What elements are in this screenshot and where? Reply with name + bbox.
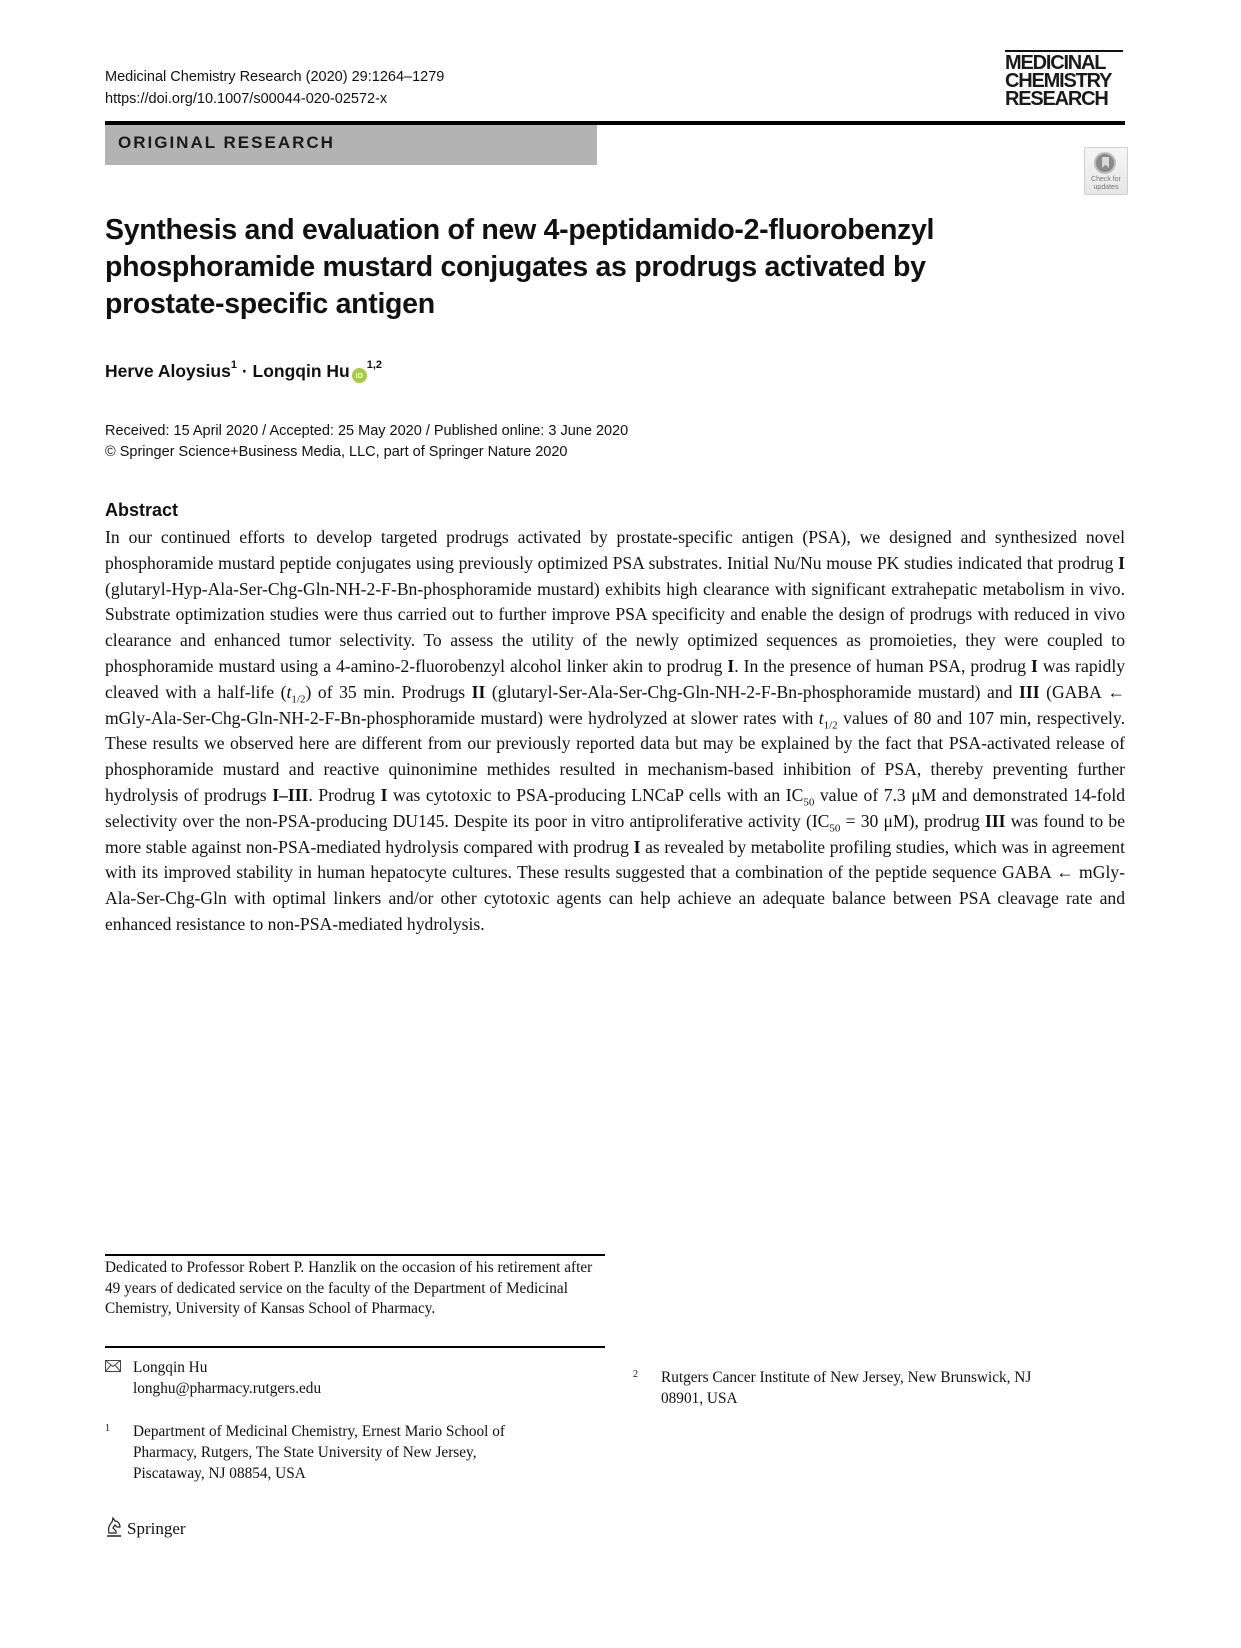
logo-word: RESEARCH [1005,88,1108,110]
footnote-rule [105,1346,605,1348]
corresponding-email[interactable]: longhu@pharmacy.rutgers.edu [133,1380,322,1397]
affiliation-line: Department of Medicinal Chemistry, Ernest Mario School of [133,1423,505,1440]
author-separator: · [241,361,248,381]
affiliation-number: 2 [633,1369,638,1380]
logo-word: MEDICINAL [1005,52,1106,74]
author-affiliation-marker: 1 [230,359,237,372]
bookmark-icon [1094,152,1116,174]
logo-word: CHEMISTRY [1005,70,1112,92]
abstract-heading: Abstract [105,500,179,520]
author-list [105,361,382,383]
author-name[interactable]: Longqin Hu [252,361,350,381]
publisher-footer [105,1516,186,1539]
author-affiliation-marker: 1,2 [366,359,383,372]
abstract-body: In our continued efforts to develop targeted prodrugs activated by prostate-specific antigen (PSA), we designed and synthesized novel phosphoramide mustard peptide conjugates using previously optimized PSA substrates. Initial Nu/Nu mouse PK studies indicated that prodrug I (glutaryl-Hyp-Ala-Ser-Chg-Gln-NH-2-F-Bn-phosphoramide mustard) exhibits high clearance with significant extrahepatic metabolism in vivo. Substrate optimization studies were thus carried out to further improve PSA specificity and enable the design of prodrugs with reduced in vivo clearance and enhanced tumor selectivity. To assess the utility of the newly optimized sequences as promoieties, they were coupled to phosphoramide mustard using a 4-amino-2-fluorobenzyl alcohol linker akin to prodrug I. In the presence of human PSA, prodrug I was rapidly cleaved with a half-life $(t_{1/2})$ of 35 min. Prodrugs II (glutaryl-Ser-Ala-Ser-Chg-Gln-NH-2-F-Bn-phosphoramide mustard) and III (GABA ← mGly-Ala-Ser-Chg-Gln-NH-2-F-Bn-phosphoramide mustard) were hydrolyzed at slower rates with $t_{1/2}$ values of 80 and 107 min, respectively. These results we observed here are different from our previously reported data but may be explained by the fact that PSA-activated release of phosphoramide mustard and reactive quinonimine methides resulted in mechanism-based inhibition of PSA, thereby preventing further hydrolysis of prodrugs I–III. Prodrug I was cytotoxic to PSA-producing LNCaP cells with an $IC_{50}$ value of 7.3 μM and demonstrated 14-fold selectivity over the non-PSA-producing DU145. Despite its poor in vitro antiproliferative activity ($IC_{50} = 30$ μM), prodrug III was found to be more stable against non-PSA-mediated hydrolysis compared with prodrug I as revealed by metabolite profiling studies, which was in agreement with its improved stability in human hepatocyte cultures. These results suggested that a combination of the peptide sequence GABA ← mGly-Ala-Ser-Chg-Gln with optimal linkers and/or other cytotoxic agents can help achieve an adequate balance between PSA cleavage rate and enhanced resistance to non-PSA-mediated hydrolysis. [105,527,1126,934]
dedication-note: Dedicated to Professor Robert P. Hanzlik on the occasion of his retirement after 49 years of dedicated service on the faculty of the Department of Medicinal Chemistry, University of Kansas School of Pharmacy. [105,1259,593,1317]
article-title: Synthesis and evaluation of new 4-peptidamido-2-fluorobenzyl phosphoramide mustard conjugates as prodrugs activated by prostate-specific antigen [105,214,935,320]
journal-reference [105,66,444,110]
publication-dates [105,421,628,463]
corresponding-name: Longqin Hu [133,1359,208,1376]
affiliation-number: 1 [105,1423,110,1434]
section-label-band [105,125,597,165]
orcid-id-icon[interactable]: iD [352,368,367,383]
publisher-name: Springer [127,1519,186,1538]
doi-link[interactable]: https://doi.org/10.1007/s00044-020-02572-x [105,91,388,107]
check-updates-label: Check for updates [1091,176,1121,191]
author-name[interactable]: Herve Aloysius [105,361,231,381]
affiliation-line: Piscataway, NJ 08854, USA [133,1465,306,1482]
check-for-updates-button[interactable] [1084,147,1128,195]
springer-horse-icon [105,1516,123,1538]
affiliation-line: Pharmacy, Rutgers, The State University of New Jersey, [133,1444,477,1461]
envelope-icon [105,1360,121,1372]
journal-citation: Medicinal Chemistry Research (2020) 29:1264–1279 [105,69,445,85]
footnote-rule [105,1254,605,1256]
copyright-line: © Springer Science+Business Media, LLC, part of Springer Nature 2020 [105,444,568,460]
section-label: ORIGINAL RESEARCH [118,133,335,152]
history-dates: Received: 15 April 2020 / Accepted: 25 May 2020 / Published online: 3 June 2020 [105,423,629,439]
journal-logo [1005,50,1125,108]
affiliation-line: Rutgers Cancer Institute of New Jersey, New Brunswick, NJ [661,1369,1032,1386]
affiliation-line: 08901, USA [661,1390,738,1407]
